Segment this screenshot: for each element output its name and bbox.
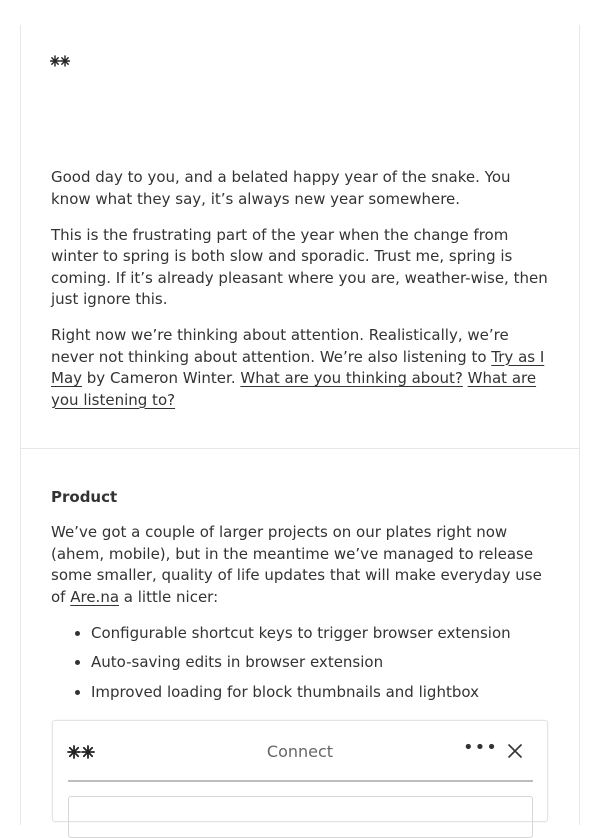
section-divider bbox=[21, 448, 579, 449]
arena-link[interactable]: Are.na bbox=[70, 587, 120, 606]
intro-paragraph-1: Good day to you, and a belated happy year of the snake. You know what they say, it’s always new year somewhere. bbox=[51, 168, 511, 208]
song-link[interactable]: Try as I May bbox=[51, 347, 545, 387]
extension-screenshot-card bbox=[52, 720, 548, 822]
thinking-about-link[interactable]: What are you thinking about? bbox=[240, 369, 463, 387]
product-text-end: a little nicer: bbox=[119, 587, 219, 606]
product-paragraph bbox=[51, 522, 551, 608]
list-item: • Auto-saving edits in browser extension bbox=[91, 652, 551, 674]
product-text: We’ve got a couple of larger projects on our plates right now (ahem, mobile), but in the meantime we’ve managed to release some smaller, quality of life updates that will make everyday use of bbox=[51, 523, 542, 606]
product-updates-list bbox=[51, 623, 551, 704]
arena-logo-icon bbox=[50, 52, 72, 70]
list-item: • Improved loading for block thumbnails and lightbox bbox=[91, 682, 551, 704]
connect-title: Connect bbox=[266, 742, 334, 761]
intro-paragraph-3 bbox=[51, 325, 551, 411]
product-section bbox=[51, 487, 551, 711]
intro-section bbox=[51, 167, 551, 426]
product-heading: Product bbox=[51, 488, 118, 506]
list-item: • Configurable shortcut keys to trigger browser extension bbox=[91, 623, 551, 645]
more-options-icon[interactable]: ••• bbox=[463, 737, 498, 758]
close-icon[interactable] bbox=[507, 743, 523, 759]
card-input-area[interactable] bbox=[68, 796, 533, 838]
listening-to-link[interactable]: What are you listening to? bbox=[51, 369, 537, 409]
card-divider bbox=[68, 780, 533, 782]
intro-text-artist: by Cameron Winter. bbox=[82, 369, 241, 387]
intro-text: Right now we’re thinking about attention. Realistically, we’re never not thinking about attention. We’re also listening to bbox=[51, 326, 509, 366]
intro-paragraph-2: This is the frustrating part of the year when the change from winter to spring is both slow and sporadic. Trust me, spring is coming. If it’s already pleasant where you are, weather-wise, then just ignore this. bbox=[51, 225, 548, 308]
